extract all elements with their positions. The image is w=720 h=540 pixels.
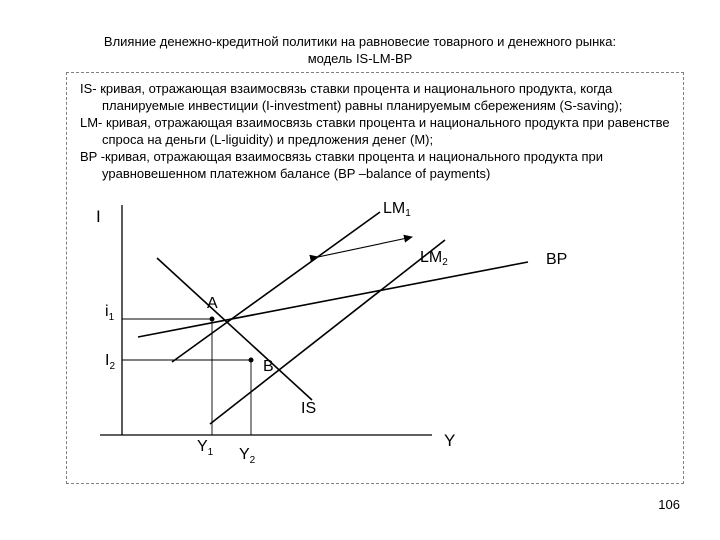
x-axis-label: Y [444,431,456,450]
point-a-marker [210,317,215,322]
definition-lm: LM- кривая, отражающая взаимосвязь ставки процента и национального продукта при равенстве спроса на деньги (L-liguidity) и предложения денег (M); [80,115,670,147]
i2-label: $I_2$ [105,352,116,372]
y1-label: $Y_1$ [197,438,214,458]
lm2-label: LM2 [420,249,448,268]
point-b-label: B [263,358,274,375]
lm1-curve [172,212,380,362]
point-a-label: A [207,295,218,312]
title-line-1: Влияние денежно-кредитной политики на равновесие товарного и денежного рынка: [103,34,617,49]
lm2-curve [210,240,445,424]
bp-label: BP [546,251,568,268]
i1-label: $i_1$ [105,303,115,323]
is-label: IS [301,400,317,417]
page-number: 106 [658,497,680,512]
definition-is: IS- кривая, отражающая взаимосвязь ставки процента и национального продукта, когда планируемые инвестиции (I-investment) равны планируемым сбережениям (S-saving); [80,81,623,113]
title-line-2: модель IS-LM-BP [307,51,413,66]
bp-curve [138,262,528,337]
point-b-marker [249,358,254,363]
y-axis-label: I [96,207,101,226]
definition-bp: BP -кривая, отражающая взаимосвязь ставки процента и национального продукта при уравновешенном платежном балансе (BP –balance of payments) [80,149,603,181]
lm1-label: LM1 [383,200,411,219]
y2-label: $Y_2$ [239,446,256,466]
